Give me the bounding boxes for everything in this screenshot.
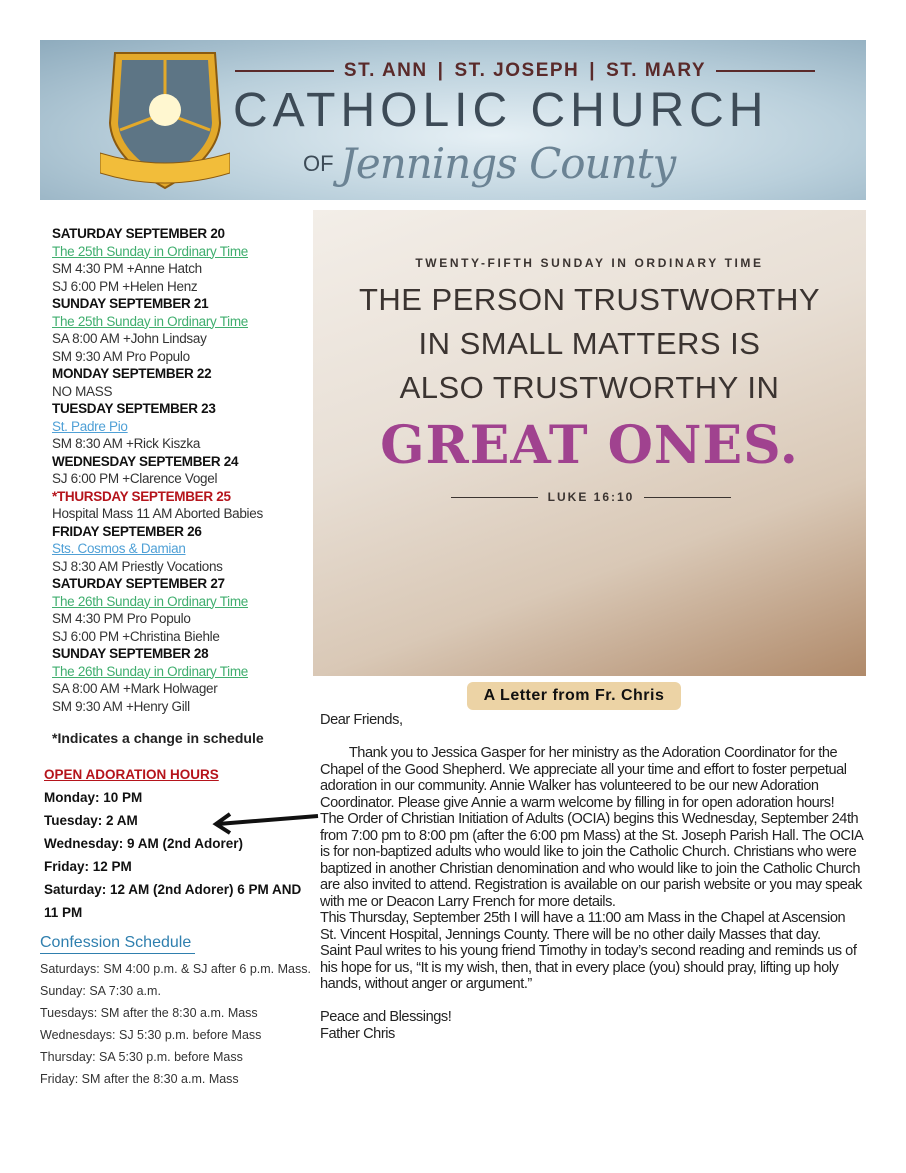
mass-intention: SA 8:00 AM +John Lindsay <box>52 331 207 346</box>
confession-heading: Confession Schedule <box>40 933 195 954</box>
feast-link[interactable]: The 26th Sunday in Ordinary Time <box>52 593 249 609</box>
title-of: OF <box>303 151 334 176</box>
parish-names: ST. ANN | ST. JOSEPH | ST. MARY <box>235 60 815 82</box>
schedule-day-heading: FRIDAY SEPTEMBER 26 <box>52 523 202 539</box>
letter-heading: A Letter from Fr. Chris <box>467 682 681 710</box>
letter-paragraph: Thank you to Jessica Gasper for her ministry as the Adoration Coordinator for the Chapel of the Good Shepherd. We appreciate all your time and effort to foster perpetual adoration in our community. Annie Walker has volunteered to be our new Adoration Coordinator. Please give Annie a warm welcome by filling in for open adoration hours! <box>320 745 847 811</box>
adoration-item: Saturday: 12 AM (2nd Adorer) 6 PM AND 11 PM <box>44 882 302 920</box>
schedule-day-heading: SATURDAY SEPTEMBER 20 <box>52 226 225 241</box>
county-name: Jennings County <box>340 139 676 188</box>
feast-link[interactable]: The 26th Sunday in Ordinary Time <box>52 663 249 679</box>
left-column <box>40 225 316 1090</box>
feast-link[interactable]: Sts. Cosmos & Damian <box>52 541 186 556</box>
adoration-hours <box>44 763 316 924</box>
mass-intention: SM 4:30 PM +Anne Hatch <box>52 261 202 276</box>
mass-intention: SM 9:30 AM Pro Populo <box>52 348 190 364</box>
confession-item: Saturdays: SM 4:00 p.m. & SJ after 6 p.m. Mass. <box>40 962 311 976</box>
confession-item: Wednesdays: SJ 5:30 p.m. before Mass <box>40 1028 262 1042</box>
parish-st-mary: ST. MARY <box>606 60 707 81</box>
letter-paragraph: This Thursday, September 25th I will have a 11:00 am Mass in the Chapel at Ascension St. Vincent Hospital, Jennings County. There will be no other daily Masses that day. <box>320 910 846 943</box>
confession-item: Thursday: SA 5:30 p.m. before Mass <box>40 1050 243 1064</box>
adoration-item: Wednesday: 9 AM (2nd Adorer) <box>44 836 244 851</box>
letter-paragraph: The Order of Christian Initiation of Adults (OCIA) begins this Wednesday, September 24th from 7:00 pm to 8:00 pm (after the 6:00 pm Mass) at the St. Joseph Parish Hall. The OCIA is for non-baptized adults who would like to join the Catholic Church. Christians who were baptized in another Christian denomination and who would like to join the Catholic Church are also invited to attend. Registration is available on our parish website or you may speak with me or Deacon Larry French for more details. <box>320 811 863 910</box>
quote-line: ALSO TRUSTWORTHY IN <box>399 370 780 405</box>
letter-paragraph: Saint Paul writes to his young friend Timothy in today’s second reading and reminds us of his hope for us, “It is my wish, then, that in every place (you) should pray, lifting up holy hands, without anger or argument.” <box>320 943 857 992</box>
schedule-note: *Indicates a change in schedule <box>52 730 264 746</box>
church-title: CATHOLIC CHURCH <box>233 84 769 137</box>
feast-link[interactable]: St. Padre Pio <box>52 418 128 434</box>
mass-intention: SJ 8:30 AM Priestly Vocations <box>52 558 223 574</box>
quote-emphasis: GREAT ONES. <box>380 415 799 476</box>
schedule-day-heading: TUESDAY SEPTEMBER 23 <box>52 401 216 416</box>
letter-body <box>320 712 865 1042</box>
schedule-day-heading: *THURSDAY SEPTEMBER 25 <box>52 488 231 504</box>
mass-intention: SJ 6:00 PM +Helen Henz <box>52 278 198 294</box>
parish-st-ann: ST. ANN <box>343 60 428 81</box>
mass-intention: SJ 6:00 PM +Clarence Vogel <box>52 471 218 486</box>
mass-intention: SA 8:00 AM +Mark Holwager <box>52 681 218 696</box>
arrow-icon <box>210 808 320 838</box>
quote-line: IN SMALL MATTERS IS <box>418 326 761 361</box>
schedule-day-heading: SATURDAY SEPTEMBER 27 <box>52 576 225 591</box>
schedule-day-heading: SUNDAY SEPTEMBER 28 <box>52 646 209 661</box>
image-quote <box>313 278 866 410</box>
letter-signature: Father Chris <box>320 1025 395 1042</box>
scripture-image <box>313 210 866 676</box>
parish-crest-logo <box>100 48 230 193</box>
scripture-reference <box>451 490 731 504</box>
parish-st-joseph: ST. JOSEPH <box>454 60 580 81</box>
confession-schedule <box>40 932 316 1090</box>
schedule-day-heading: SUNDAY SEPTEMBER 21 <box>52 296 209 311</box>
adoration-item: Tuesday: 2 AM <box>44 813 138 828</box>
schedule-day-heading: MONDAY SEPTEMBER 22 <box>52 366 212 381</box>
reference-text: LUKE 16:10 <box>547 490 635 504</box>
adoration-heading: OPEN ADORATION HOURS <box>44 767 219 782</box>
quote-line: THE PERSON TRUSTWORTHY <box>358 282 821 317</box>
mass-intention: SM 4:30 PM Pro Populo <box>52 611 191 626</box>
mass-intention: SJ 6:00 PM +Christina Biehle <box>52 628 220 644</box>
header-banner <box>40 40 866 200</box>
letter-greeting: Dear Friends, <box>320 712 403 728</box>
letter-closing: Peace and Blessings! <box>320 1009 452 1025</box>
mass-schedule <box>44 225 316 715</box>
schedule-day-heading: WEDNESDAY SEPTEMBER 24 <box>52 453 239 469</box>
feast-link[interactable]: The 25th Sunday in Ordinary Time <box>52 313 249 329</box>
mass-intention: SM 8:30 AM +Rick Kiszka <box>52 436 201 451</box>
adoration-item: Monday: 10 PM <box>44 790 143 805</box>
adoration-item: Friday: 12 PM <box>44 859 132 874</box>
feast-link[interactable]: The 25th Sunday in Ordinary Time <box>52 243 249 259</box>
image-kicker: TWENTY-FIFTH SUNDAY IN ORDINARY TIME <box>415 256 764 270</box>
confession-item: Friday: SM after the 8:30 a.m. Mass <box>40 1072 239 1086</box>
confession-item: Sunday: SA 7:30 a.m. <box>40 984 161 998</box>
mass-intention: SM 9:30 AM +Henry Gill <box>52 698 190 714</box>
confession-item: Tuesdays: SM after the 8:30 a.m. Mass <box>40 1006 258 1020</box>
mass-intention: NO MASS <box>52 383 113 399</box>
mass-intention: Hospital Mass 11 AM Aborted Babies <box>52 506 263 521</box>
